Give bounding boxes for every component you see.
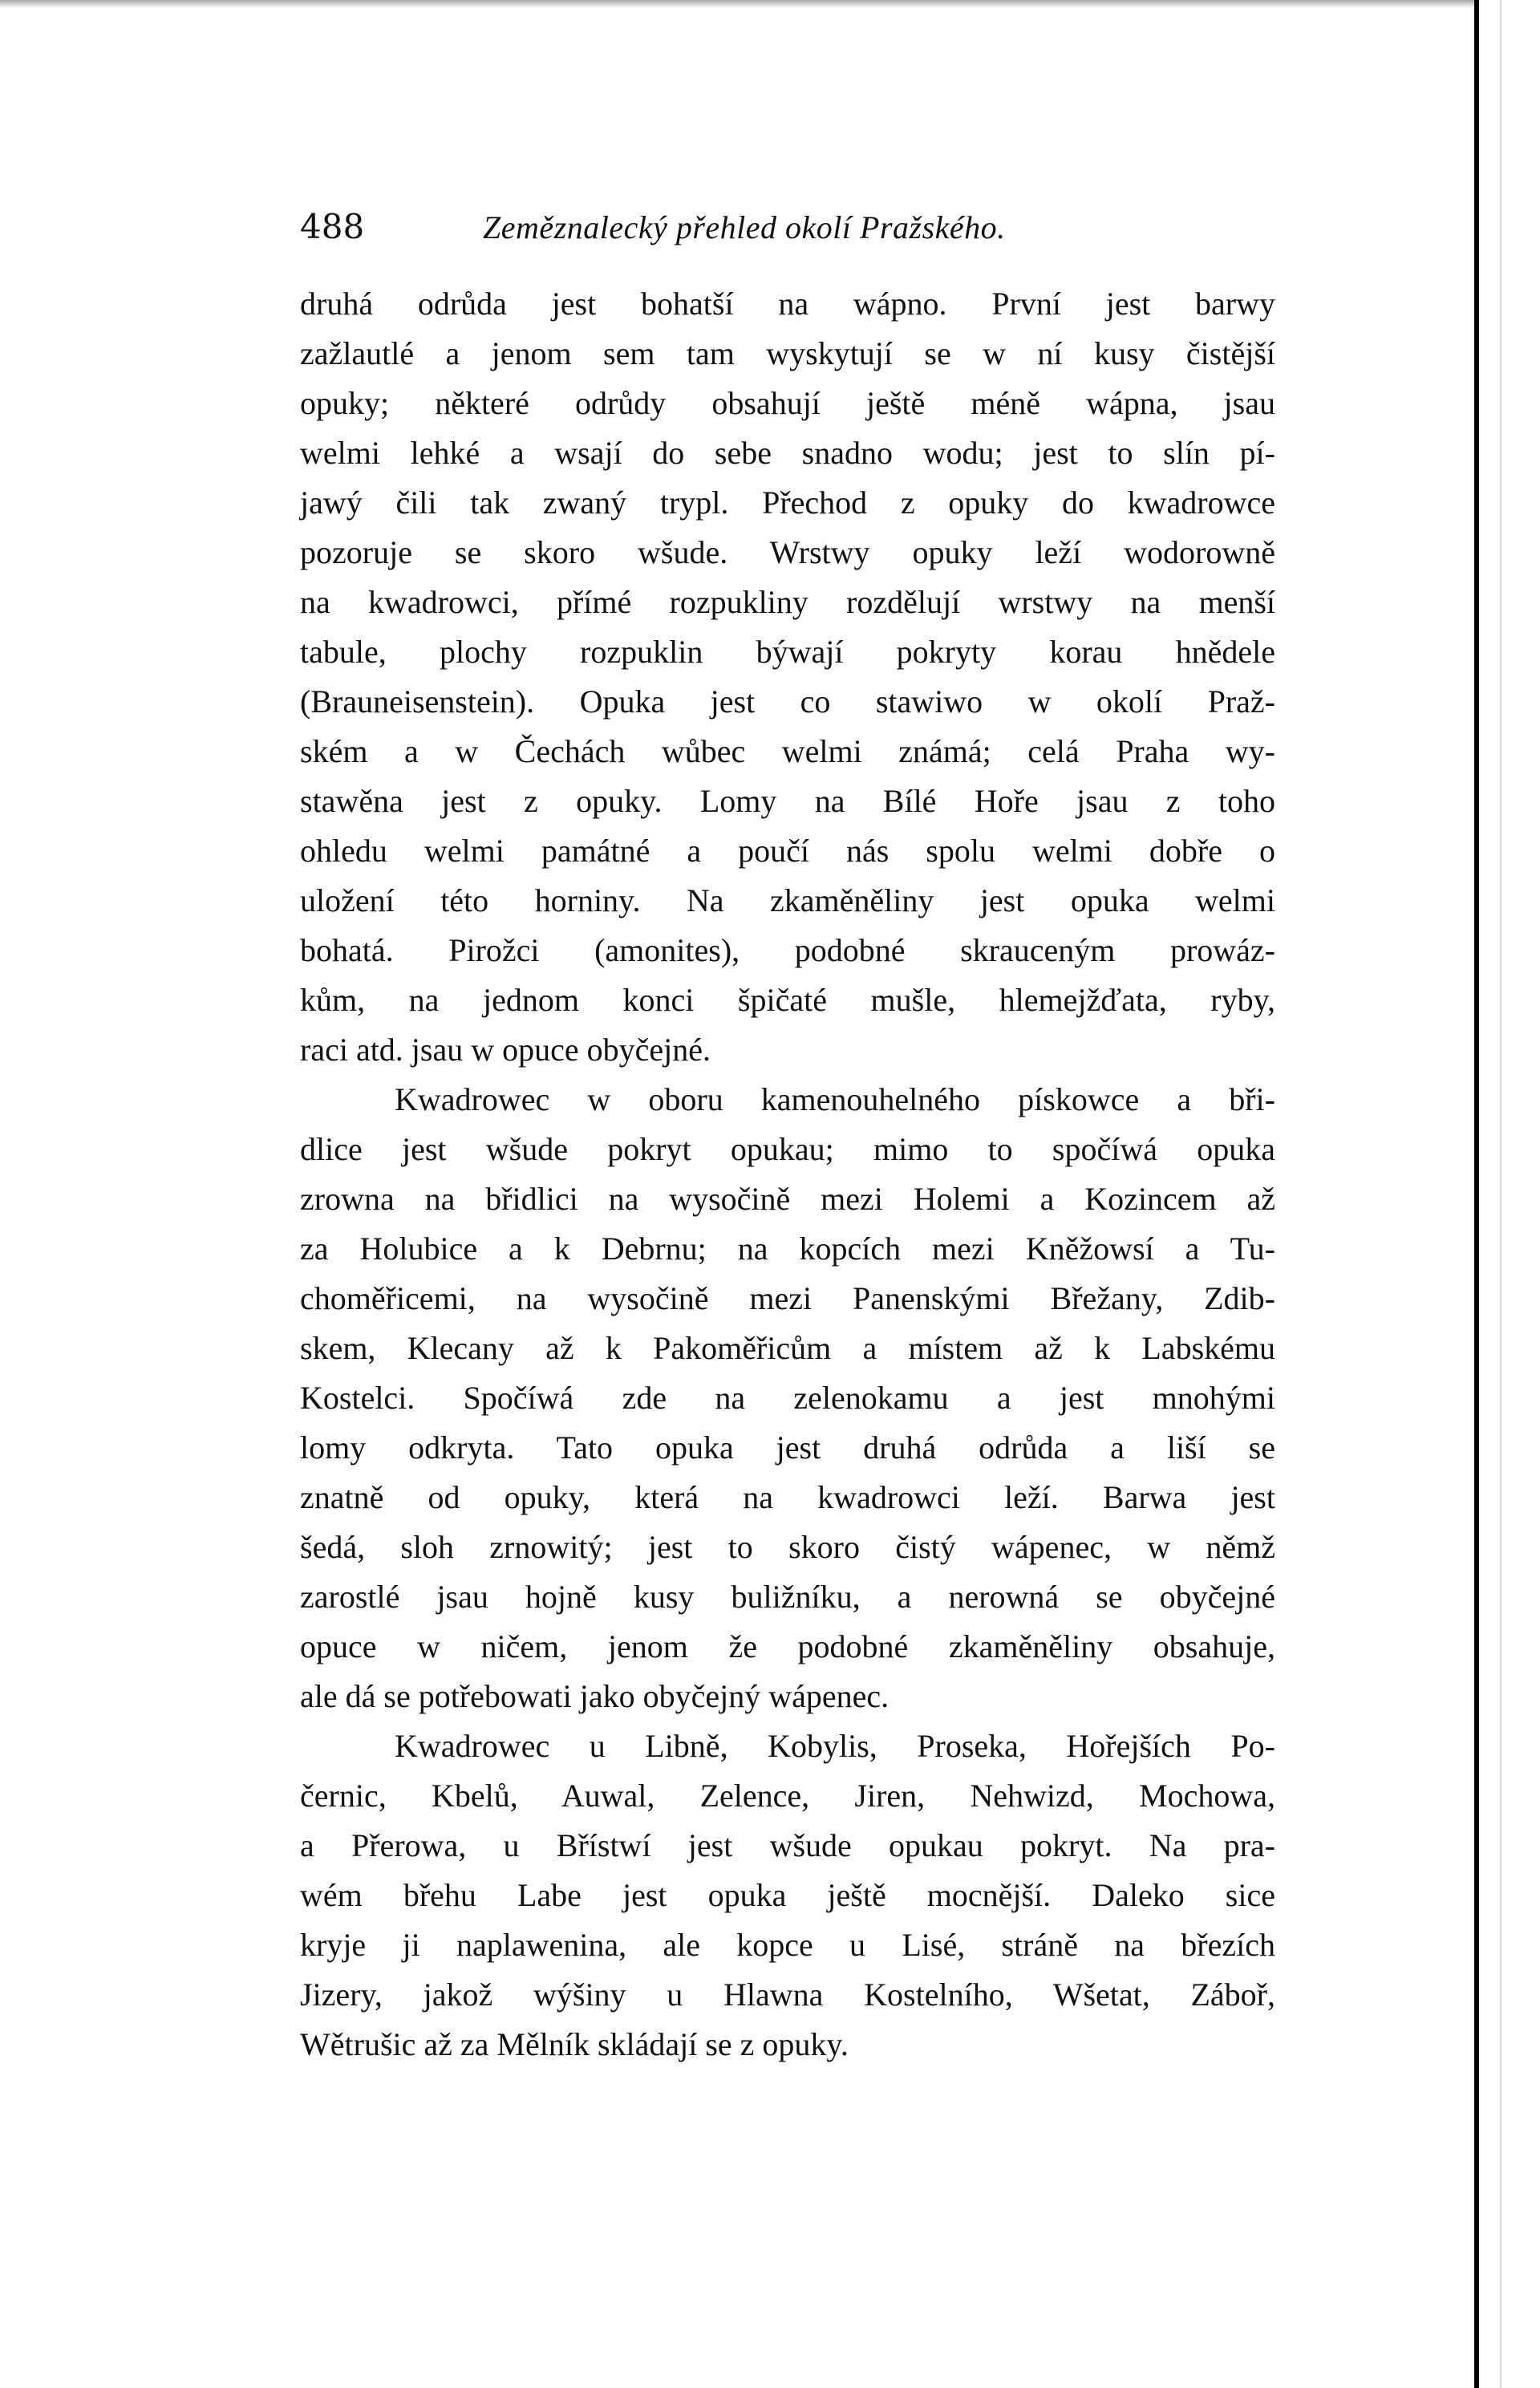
paragraph-2 <box>300 1075 1275 1721</box>
page-number: 488 <box>300 207 365 246</box>
text-line: zrowna na břidlici na wysočině mezi Holemi a Kozincem až <box>300 1181 1275 1217</box>
text-line: choměřicemi, na wysočině mezi Panenskými Břežany, Zdib- <box>300 1280 1275 1316</box>
text-line: kům, na jednom konci špičaté mušle, hlemejžďata, ryby, <box>300 982 1275 1018</box>
text-line: tabule, plochy rozpuklin býwají pokryty korau hnědele <box>300 634 1275 670</box>
text-line: stawěna jest z opuky. Lomy na Bílé Hoře jsau z toho <box>300 783 1275 819</box>
text-line: opuce w ničem, jenom že podobné zkaměněliny obsahuje, <box>300 1628 1275 1664</box>
text-line: a Přerowa, u Břístwí jest wšude opukau pokryt. Na pra- <box>300 1827 1275 1863</box>
body-text <box>300 279 1275 2070</box>
text-line: wém břehu Labe jest opuka ještě mocnější. Daleko sice <box>300 1877 1275 1913</box>
running-head <box>300 207 1126 255</box>
text-line: Wětrušic až za Mělník skládají se z opuky. <box>300 2026 849 2062</box>
text-line: ohledu welmi památné a poučí nás spolu welmi dobře o <box>300 833 1275 869</box>
text-line: jawý čili tak zwaný trypl. Přechod z opuky do kwadrowce <box>300 484 1275 521</box>
text-line: zažlautlé a jenom sem tam wyskytují se w ní kusy čistější <box>300 335 1275 371</box>
text-line: dlice jest wšude pokryt opukau; mimo to spočíwá opuka <box>300 1131 1275 1167</box>
text-line: Jizery, jakož wýšiny u Hlawna Kostelního, Wšetat, Záboř, <box>300 1976 1275 2013</box>
text-line: znatně od opuky, která na kwadrowci leží. Barwa jest <box>300 1479 1275 1515</box>
text-line: ském a w Čechách wůbec welmi známá; celá Praha wy- <box>300 733 1275 769</box>
text-line: ale dá se potřebowati jako obyčejný wápenec. <box>300 1678 890 1714</box>
text-line: uložení této horniny. Na zkaměněliny jest opuka welmi <box>300 882 1275 918</box>
text-line: skem, Klecany až k Pakoměřicům a místem až k Labskému <box>300 1330 1275 1366</box>
text-line: šedá, sloh zrnowitý; jest to skoro čistý wápenec, w němž <box>300 1529 1275 1565</box>
text-line: pozoruje se skoro wšude. Wrstwy opuky leží wodorowně <box>300 534 1275 570</box>
text-line: Kwadrowec u Libně, Kobylis, Proseka, Hořejších Po- <box>395 1728 1275 1764</box>
paragraph-1 <box>300 279 1275 1075</box>
text-line: Kwadrowec w oboru kamenouhelného pískowce a bři- <box>395 1081 1275 1117</box>
text-line: opuky; některé odrůdy obsahují ještě méně wápna, jsau <box>300 385 1275 421</box>
paragraph-3 <box>300 1721 1275 2070</box>
scan-margin-strip <box>1500 0 1540 2388</box>
scan-border-line <box>1474 0 1479 2388</box>
text-line: za Holubice a k Debrnu; na kopcích mezi Kněžowsí a Tu- <box>300 1230 1275 1267</box>
text-line: Kostelci. Spočíwá zde na zelenokamu a jest mnohými <box>300 1380 1275 1416</box>
text-line: bohatá. Pirožci (amonites), podobné skrauceným prowáz- <box>300 932 1275 968</box>
text-line: černic, Kbelů, Auwal, Zelence, Jiren, Nehwizd, Mochowa, <box>300 1778 1275 1814</box>
text-line: druhá odrůda jest bohatší na wápno. První jest barwy <box>300 286 1275 322</box>
text-line: kryje ji naplawenina, ale kopce u Lisé, stráně na březích <box>300 1927 1275 1963</box>
text-line: welmi lehké a wsají do sebe snadno wodu; jest to slín pí- <box>300 435 1275 471</box>
text-line: raci atd. jsau w opuce obyčejné. <box>300 1032 711 1068</box>
text-line: na kwadrowci, přímé rozpukliny rozdělují wrstwy na menší <box>300 584 1275 620</box>
text-line: lomy odkryta. Tato opuka jest druhá odrůda a liší se <box>300 1429 1275 1466</box>
text-line: zarostlé jsau hojně kusy buližníku, a nerowná se obyčejné <box>300 1579 1275 1615</box>
text-line: (Brauneisenstein). Opuka jest co stawiwo w okolí Praž- <box>300 683 1275 720</box>
running-title: Zeměznalecký přehled okolí Pražského. <box>483 209 1006 245</box>
scan-top-edge <box>0 0 1474 8</box>
